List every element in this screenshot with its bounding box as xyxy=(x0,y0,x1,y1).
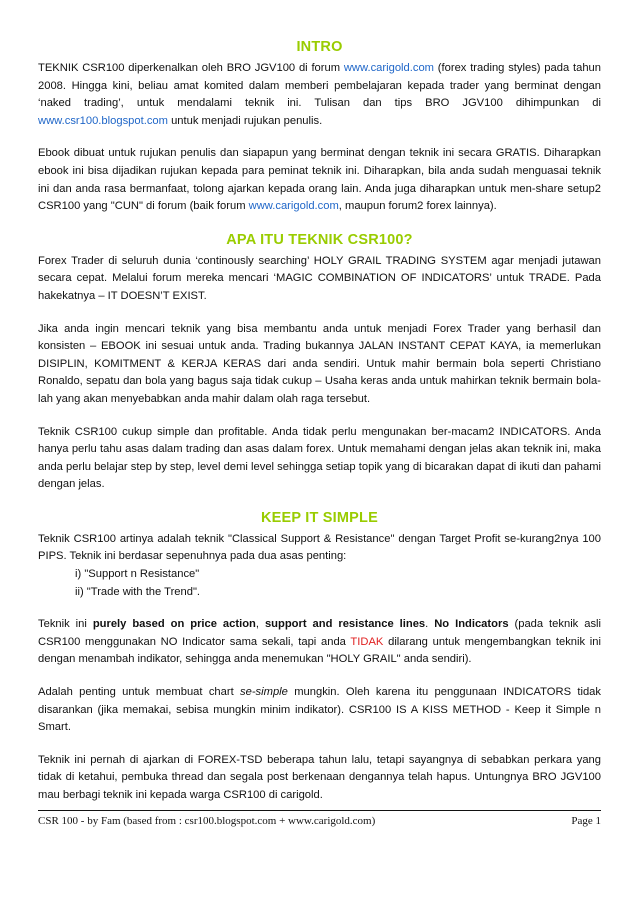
page-number: Page 1 xyxy=(571,815,601,827)
text-span: . xyxy=(425,618,435,631)
bold-text: support and resistance lines xyxy=(264,618,426,631)
text-span: , maupun forum2 forex lainnya). xyxy=(338,200,497,213)
list-item: i) "Support n Resistance" xyxy=(75,568,200,581)
keep-it-simple-heading: KEEP IT SIMPLE xyxy=(261,509,378,526)
carigold-link[interactable]: www.carigold.com xyxy=(248,200,339,213)
bold-text: No Indicators xyxy=(434,618,509,631)
csr100-blog-link[interactable]: www.csr100.blogspot.com xyxy=(38,114,168,127)
footer-source: CSR 100 - by Fam (based from : csr100.blogspot.com + www.carigold.com) xyxy=(38,815,376,827)
text-span: (forex trading styles) pada tahun 2008. Hingga kini, beliau amat komited dalam memberi pembelajaran kepada trader yang berminat dengan ‘naked trading’, untuk mendalami teknik ini. Tulisan dan tips BRO JGV100 dihimpunkan di xyxy=(38,62,601,110)
apa-paragraph-2: Jika anda ingin mencari teknik yang bisa membantu anda untuk menjadi Forex Trader yang berhasil dan konsisten – EBOOK ini sesuai untuk anda. Trading bukannya JALAN INSTANT CEPAT KAYA, ia memerlukan DISIPLIN, KOMITMENT & KERJA KERAS dari anda sendiri. Untuk mahir bermain bola seperti Christiano Ronaldo, sepatu dan bola yang bagus saja tidak cukup – Usaha keras anda untuk mahirkan teknik bermain bola-lah yang akan menyebabkan anda mahir dalam olah raga tersebut. xyxy=(38,322,601,405)
text-span: Adalah penting untuk membuat chart xyxy=(38,686,241,699)
intro-paragraph-1 xyxy=(38,60,601,130)
kiss-paragraph-3 xyxy=(38,684,601,737)
page-content xyxy=(38,38,601,820)
kiss-paragraph-4: Teknik ini pernah di ajarkan di FOREX-TSD beberapa tahun lalu, tetapi sayangnya di sebabkan perkara yang tidak di ketahui, pembuka thread dan segala post berkenaan dengannya telah hapus. Untungnya BRO JGV100 mau berbagi teknik ini kepada warga CSR100 di carigold. xyxy=(38,753,601,801)
kiss-paragraph-2 xyxy=(38,616,601,669)
kiss-paragraph-1: Teknik CSR100 artinya adalah teknik "Classical Support & Resistance" dengan Target Profit se-kurang2nya 100 PIPS. Teknik ini berdasar sepenuhnya pada dua asas penting: xyxy=(38,532,601,563)
text-span: Teknik ini xyxy=(38,618,93,631)
text-span: mungkin. Oleh karena itu penggunaan INDICATORS tidak disarankan (jika memakai, sebisa mungkin minim indikator). CSR100 IS A KISS METHOD - Keep it Simple n Smart. xyxy=(38,686,601,734)
page-footer xyxy=(38,810,601,827)
text-span: TEKNIK CSR100 diperkenalkan oleh BRO JGV100 di forum xyxy=(38,62,344,74)
carigold-link[interactable]: www.carigold.com xyxy=(343,62,434,74)
apa-itu-heading: APA ITU TEKNIK CSR100? xyxy=(226,231,413,248)
text-span: untuk menjadi rujukan penulis. xyxy=(167,114,323,127)
text-span: (pada teknik asli CSR100 menggunakan NO Indicator sama sekali, tapi anda xyxy=(38,618,602,648)
apa-paragraph-3: Teknik CSR100 cukup simple dan profitable. Anda tidak perlu mengunakan ber-macam2 INDICATORS. Anda hanya perlu tahu asas dalam trading dan asas dalam forex. Untuk memahami dengan jelas akan teknik ini, maka anda perlu belajar step by step, level demi level sehingga setiap topik yang di bicarakan dapat di ikuti dan pahami dengan jelas. xyxy=(38,425,601,491)
bold-text: purely based on price action xyxy=(92,618,256,631)
intro-paragraph-2 xyxy=(38,145,601,215)
list-item: ii) "Trade with the Trend". xyxy=(75,585,201,598)
apa-paragraph-1: Forex Trader di seluruh dunia ‘continously searching’ HOLY GRAIL TRADING SYSTEM agar menjadi jutawan secara cepat. Melalui forum mereka mencari ‘MAGIC COMBINATION OF INDICATORS’ untuk TRADE. Pada hakekatnya – IT DOESN’T EXIST. xyxy=(38,254,601,302)
text-span: , xyxy=(255,618,265,631)
italic-text: se-simple xyxy=(240,686,288,699)
text-span: Ebook dibuat untuk rujukan penulis dan siapapun yang berminat dengan teknik ini secara GRATIS. Diharapkan ebook ini bisa dijadikan rujukan kepada para peminat teknik ini. Diharapkan, bila anda sudah menguasai teknik ini dan anda rasa bermanfaat, tolong ajarkan kepada orang lain. Anda juga diharapkan untuk men-share setup2 CSR100 yang "CUN" di forum (baik forum xyxy=(38,147,601,213)
tidak-emphasis: TIDAK xyxy=(350,635,384,648)
text-span: dilarang untuk mengembangkan teknik ini dengan menambah indikator, sehingga anda menemukan "HOLY GRAIL" anda sendiri). xyxy=(38,635,602,666)
intro-heading: INTRO xyxy=(296,39,343,55)
